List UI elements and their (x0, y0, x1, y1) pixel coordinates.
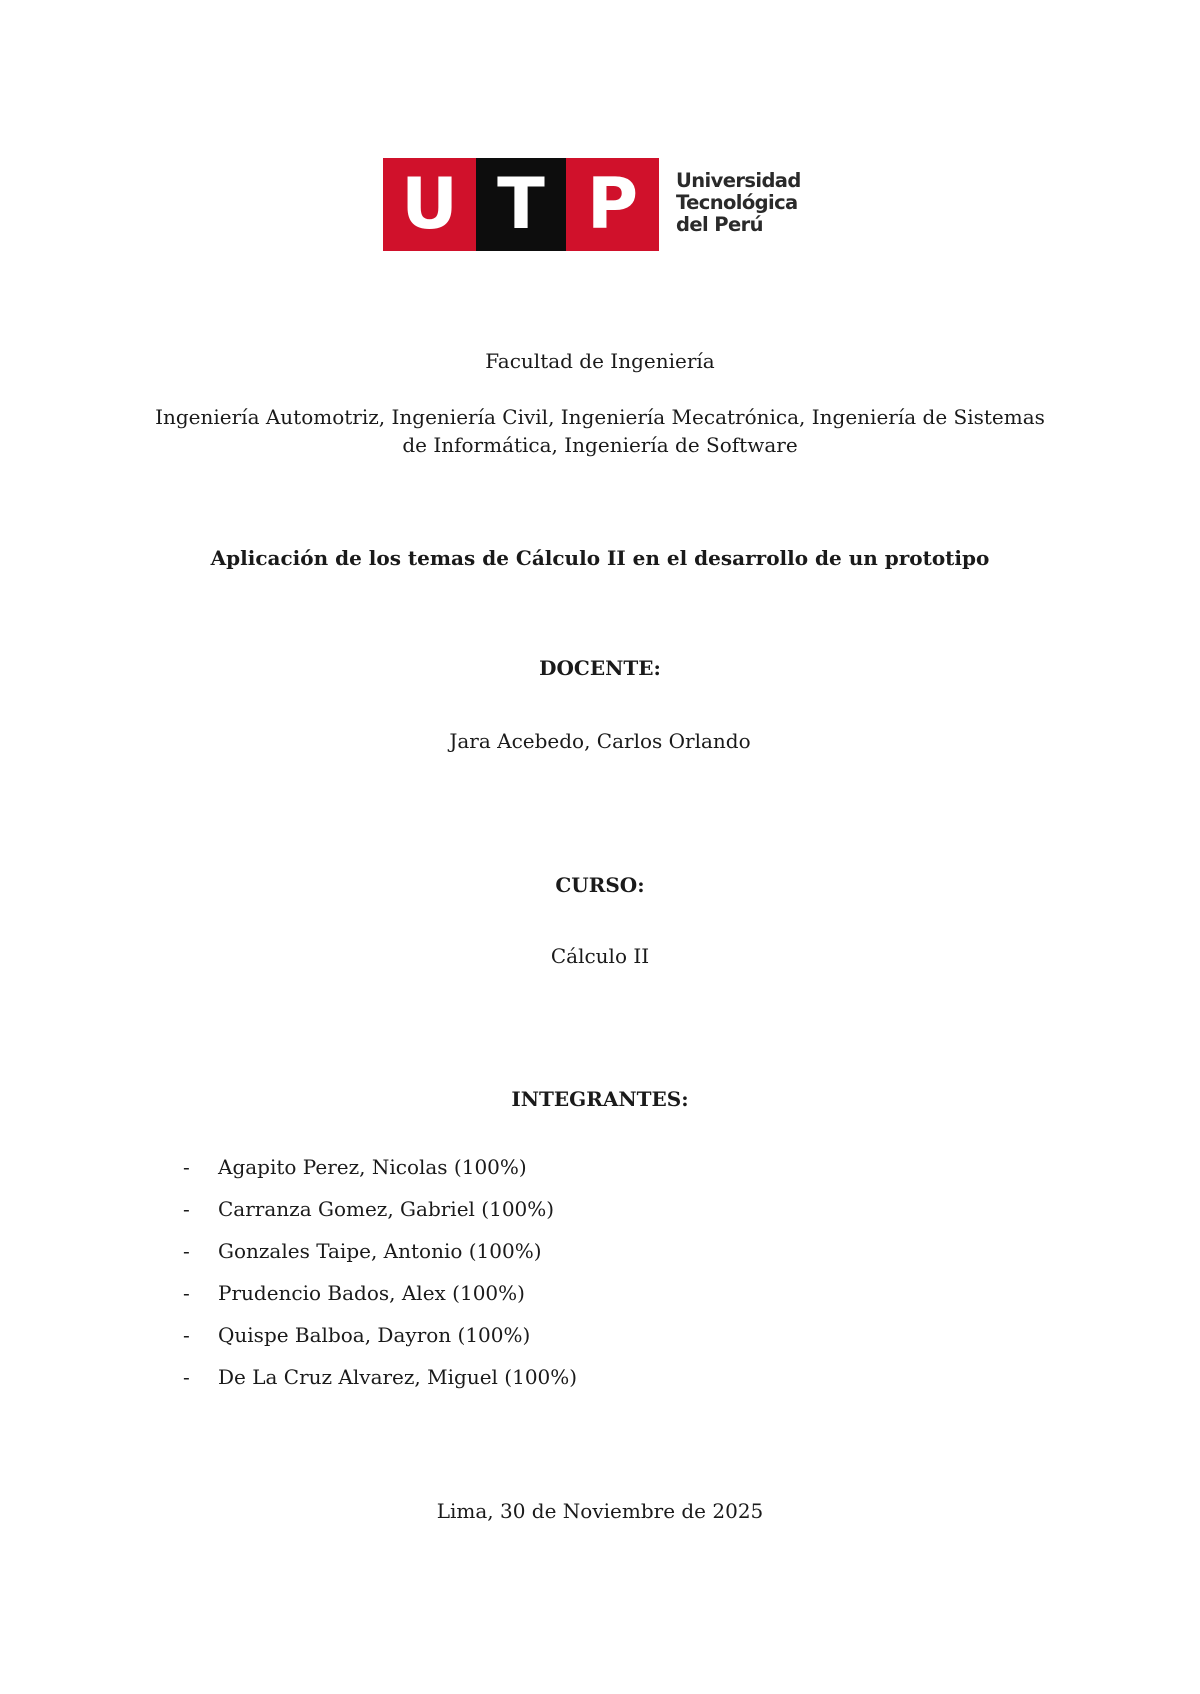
faculty-name: Facultad de Ingeniería (485, 349, 715, 373)
place-and-date: Lima, 30 de Noviembre de 2025 (436, 1499, 764, 1523)
list-bullet: - (183, 1197, 190, 1221)
program-list: Ingeniería Automotriz, Ingeniería Civil, Ingeniería Mecatrónica, Ingeniería de Sistemas de Informática, Ingeniería de Software (155, 405, 1045, 457)
logo-name-line-3: del Perú (676, 213, 763, 236)
list-bullet: - (183, 1323, 190, 1347)
member-name: Agapito Perez, Nicolas (100%) (218, 1155, 527, 1179)
course-name: Cálculo II (550, 944, 650, 968)
logo-letter-u: U (401, 163, 458, 245)
member-name: Gonzales Taipe, Antonio (100%) (218, 1239, 542, 1263)
member-name: Carranza Gomez, Gabriel (100%) (218, 1197, 555, 1221)
course-label: CURSO: (555, 873, 645, 897)
members-label: INTEGRANTES: (511, 1087, 689, 1111)
list-bullet: - (183, 1365, 190, 1389)
teacher-label: DOCENTE: (539, 656, 661, 680)
list-bullet: - (183, 1155, 190, 1179)
list-bullet: - (183, 1281, 190, 1305)
logo-letter-p: P (586, 163, 639, 245)
member-name: De La Cruz Alvarez, Miguel (100%) (218, 1365, 578, 1389)
utp-logo (383, 158, 813, 251)
logo-university-name (676, 170, 816, 236)
member-name: Prudencio Bados, Alex (100%) (218, 1281, 525, 1305)
document-title: Aplicación de los temas de Cálculo II en el desarrollo de un prototipo (210, 546, 990, 570)
logo-name-line-1: Universidad (676, 169, 801, 192)
member-name: Quispe Balboa, Dayron (100%) (218, 1323, 531, 1347)
logo-name-line-2: Tecnológica (676, 191, 798, 214)
teacher-name: Jara Acebedo, Carlos Orlando (449, 729, 751, 753)
logo-letter-t: T (497, 163, 545, 245)
list-bullet: - (183, 1239, 190, 1263)
